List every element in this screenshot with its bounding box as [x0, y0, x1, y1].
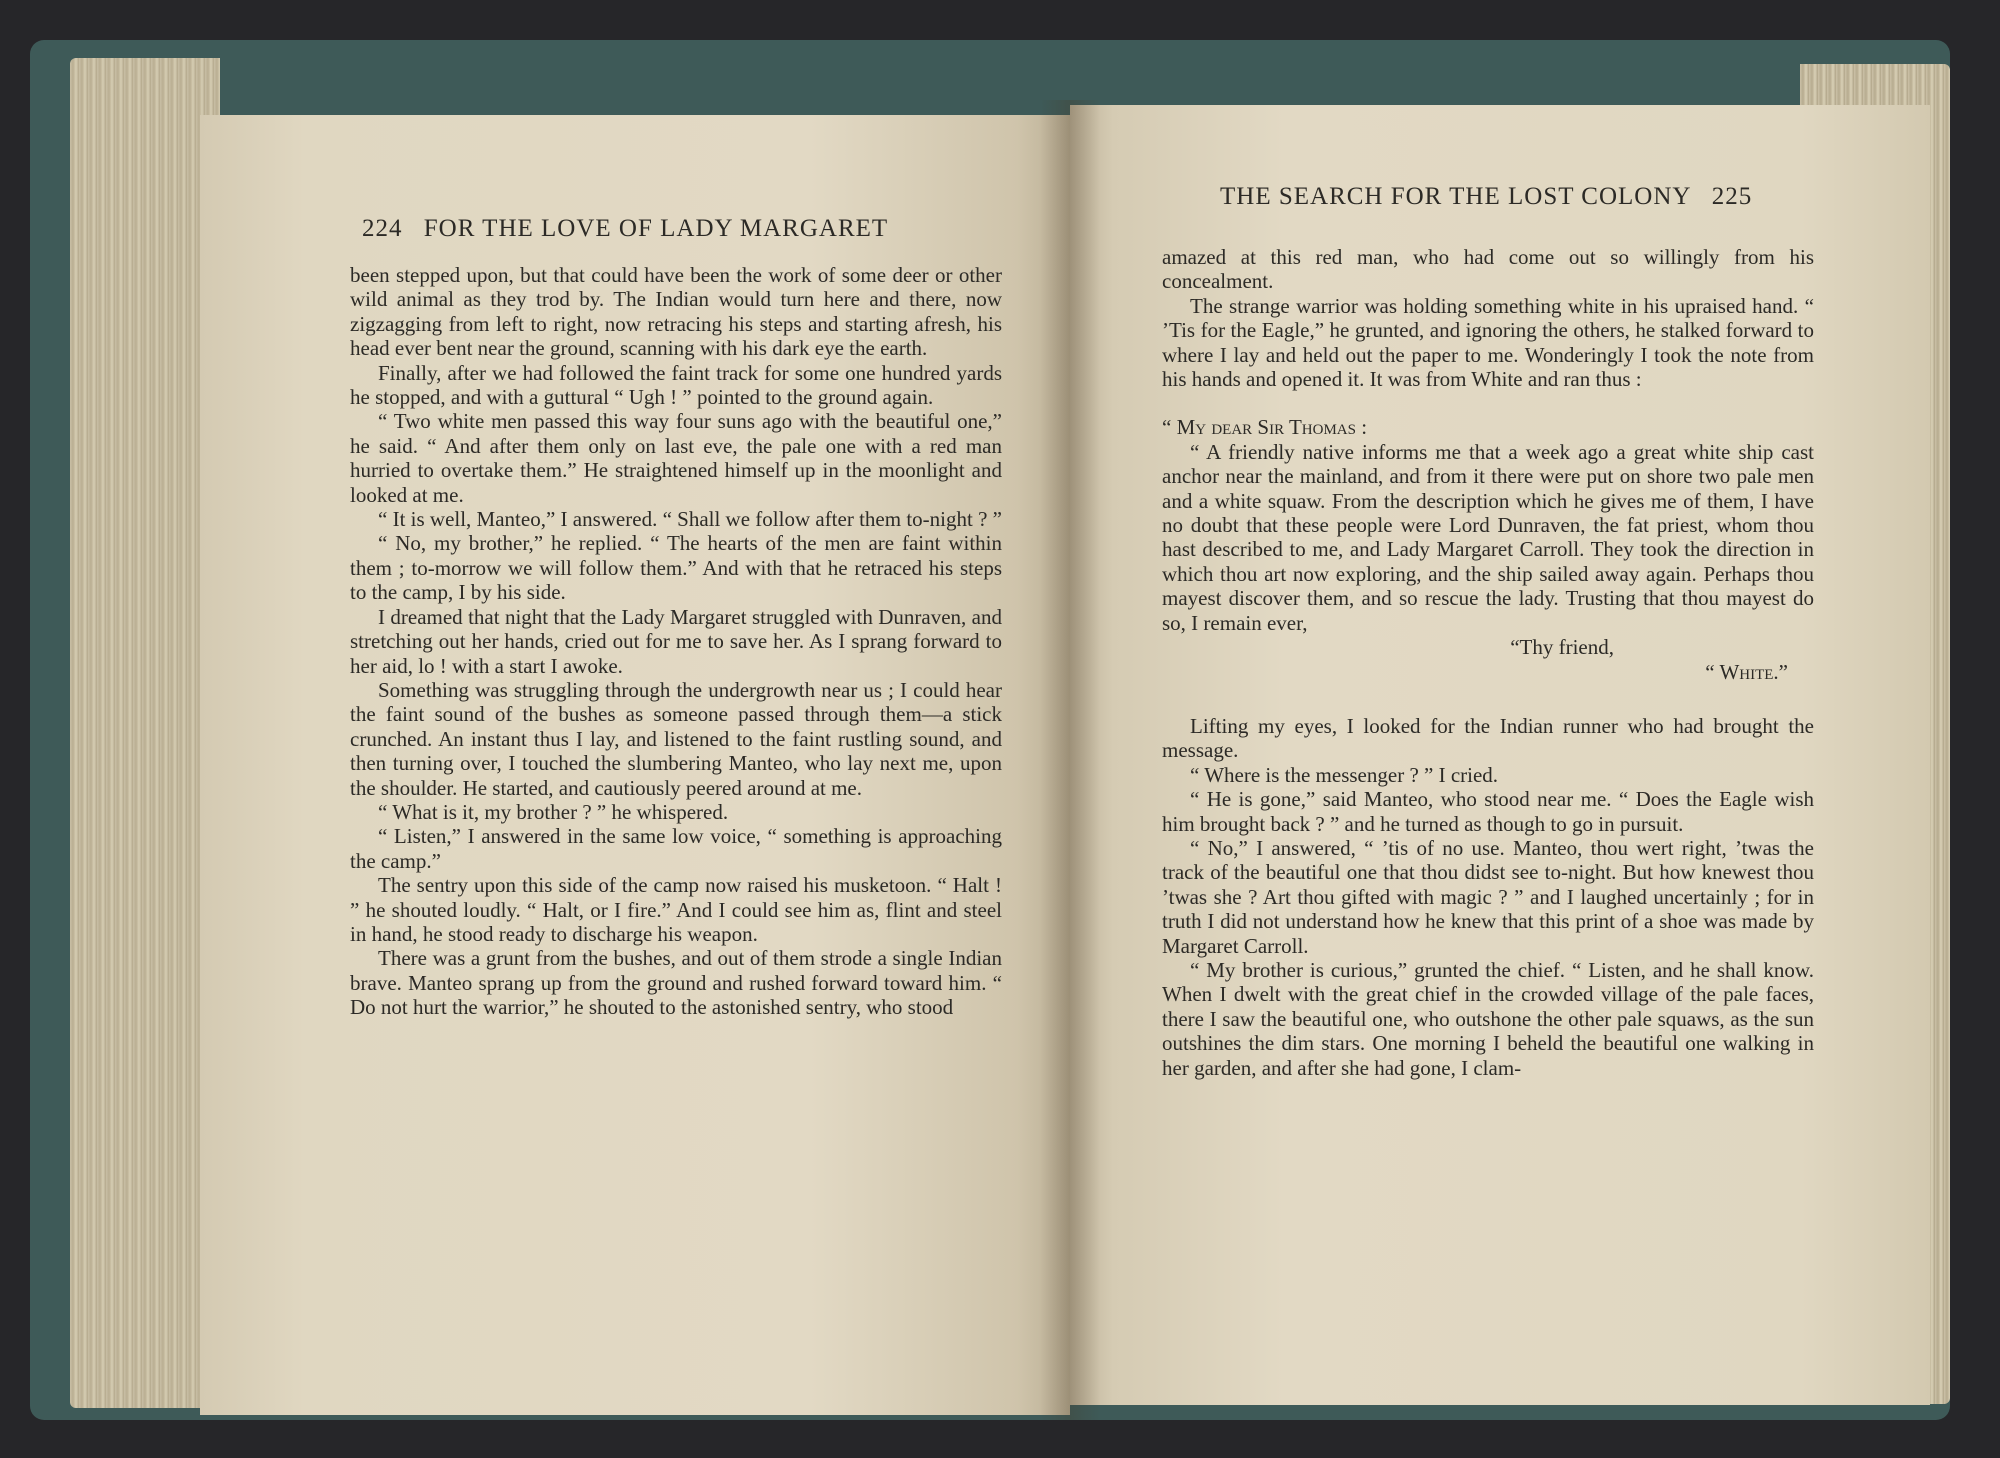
letter-body: “ A friendly native informs me that a week ago a great white ship cast anchor near the mainland, and from it there were put on shore two pale men and a white squaw. From the description which he gives me of them, I have no doubt that these people were Lord Dunraven, the fat priest, whom thou hast described to me, and Lady Margaret Carroll. They took the direction in which thou art now exploring, and the ship sailed away again. Perhaps thou mayest discover them, and so rescue the lady. Trusting that thou mayest do so, I remain ever,: [1162, 439, 1814, 635]
left-body-text: [350, 263, 1002, 1020]
left-page: [200, 115, 1070, 1415]
right-running-head: [1220, 183, 1766, 211]
paragraph: “ No, my brother,” he replied. “ The hearts of the men are faint within them ; to-morrow we will follow them.” And with that he retraced his steps to the camp, I by his side.: [350, 531, 1002, 605]
paragraph: Lifting my eyes, I looked for the Indian runner who had brought the message.: [1162, 713, 1814, 763]
right-body-text: [1162, 245, 1814, 1080]
paragraph: Something was struggling through the undergrowth near us ; I could hear the faint sound of the bushes as someone passed through them—a stick crunched. An instant thus I lay, and listened to the faint rustling sound, and then turning over, I touched the slumbering Manteo, who lay next me, upon the shoulder. He started, and cautiously peered around at me.: [350, 677, 1002, 800]
paragraph: The sentry upon this side of the camp now raised his musketoon. “ Halt ! ” he shouted loudly. “ Halt, or I fire.” And I could see him as, flint and steel in hand, he stood ready to discharge his weapon.: [350, 873, 1002, 946]
paragraph: I dreamed that night that the Lady Margaret struggled with Dunraven, and stretching out her hands, cried out for me to save her. As I sprang forward to her aid, lo ! with a start I awoke.: [350, 604, 1002, 678]
paragraph: “ He is gone,” said Manteo, who stood near me. “ Does the Eagle wish him brought back ? ” and he turned as though to go in pursuit.: [1162, 787, 1814, 836]
paragraph: “ It is well, Manteo,” I answered. “ Shall we follow after them to-night ? ”: [378, 507, 1002, 532]
paragraph: “ Two white men passed this way four suns ago with the beautiful one,” he said. “ And after them only on last eve, the pale one with a red man hurried to overtake them.” He straightened himself up in the moonlight and looked at me.: [350, 409, 1002, 507]
paragraph: “ My brother is curious,” grunted the chief. “ Listen, and he shall know. When I dwelt with the great chief in the crowded village of the pale faces, there I saw the beautiful one, who outshone the other pale squaws, as the sun outshines the dim stars. One morning I beheld the beautiful one walking in her garden, and after she had gone, I clam-: [1162, 957, 1814, 1080]
paragraph: “ No,” I answered, “ ’tis of no use. Manteo, thou wert right, ’twas the track of the beautiful one that thou didst see to-night. But how knewest thou ’twas she ? Art thou gifted with magic ? ” and I laughed uncertainly ; for in truth I did not understand how he knew that this print of a shoe was made by Margaret Carroll.: [1162, 835, 1814, 958]
right-page: [1070, 105, 1930, 1405]
paragraph: been stepped upon, but that could have been the work of some deer or other wild animal as they trod by. The Indian would turn here and there, now zigzagging from left to right, now retracing his steps and starting afresh, his head ever bent near the ground, scanning with his dark eye the earth.: [350, 263, 1002, 361]
paragraph: Finally, after we had followed the faint track for some one hundred yards he stopped, and with a guttural “ Ugh ! ” pointed to the ground again.: [350, 360, 1002, 410]
left-running-head: [348, 215, 888, 243]
book-gutter: [1040, 100, 1100, 1420]
left-running-title: FOR THE LOVE OF LADY MARGARET: [423, 215, 889, 242]
letter-closing: “Thy friend,: [1510, 635, 1614, 660]
letter-salutation: “ My dear Sir Thomas :: [1162, 415, 1368, 440]
right-page-number: 225: [1711, 183, 1753, 210]
paragraph: The strange warrior was holding something white in his upraised hand. “ ’Tis for the Eagle,” he grunted, and ignoring the others, he stalked forward to where I lay and held out the paper to me. Wonderingly I took the note from his hands and opened it. It was from White and ran thus :: [1162, 293, 1814, 392]
paragraph: “ Listen,” I answered in the same low voice, “ something is approaching the camp.”: [350, 824, 1002, 873]
paragraph: There was a grunt from the bushes, and out of them strode a single Indian brave. Manteo sprang up from the ground and rushed forward toward him. “ Do not hurt the warrior,” he shouted to the astonished sentry, who stood: [350, 946, 1002, 1020]
right-running-title: THE SEARCH FOR THE LOST COLONY: [1220, 183, 1691, 210]
paragraph: “ Where is the messenger ? ” I cried.: [1190, 762, 1499, 787]
page-edges-left: [70, 58, 220, 1408]
paragraph: “ What is it, my brother ? ” he whispered.: [378, 799, 729, 824]
left-page-number: 224: [362, 215, 403, 242]
paragraph: amazed at this red man, who had come out so willingly from his concealment.: [1162, 245, 1814, 294]
letter-signature: “ White.”: [1705, 659, 1788, 684]
